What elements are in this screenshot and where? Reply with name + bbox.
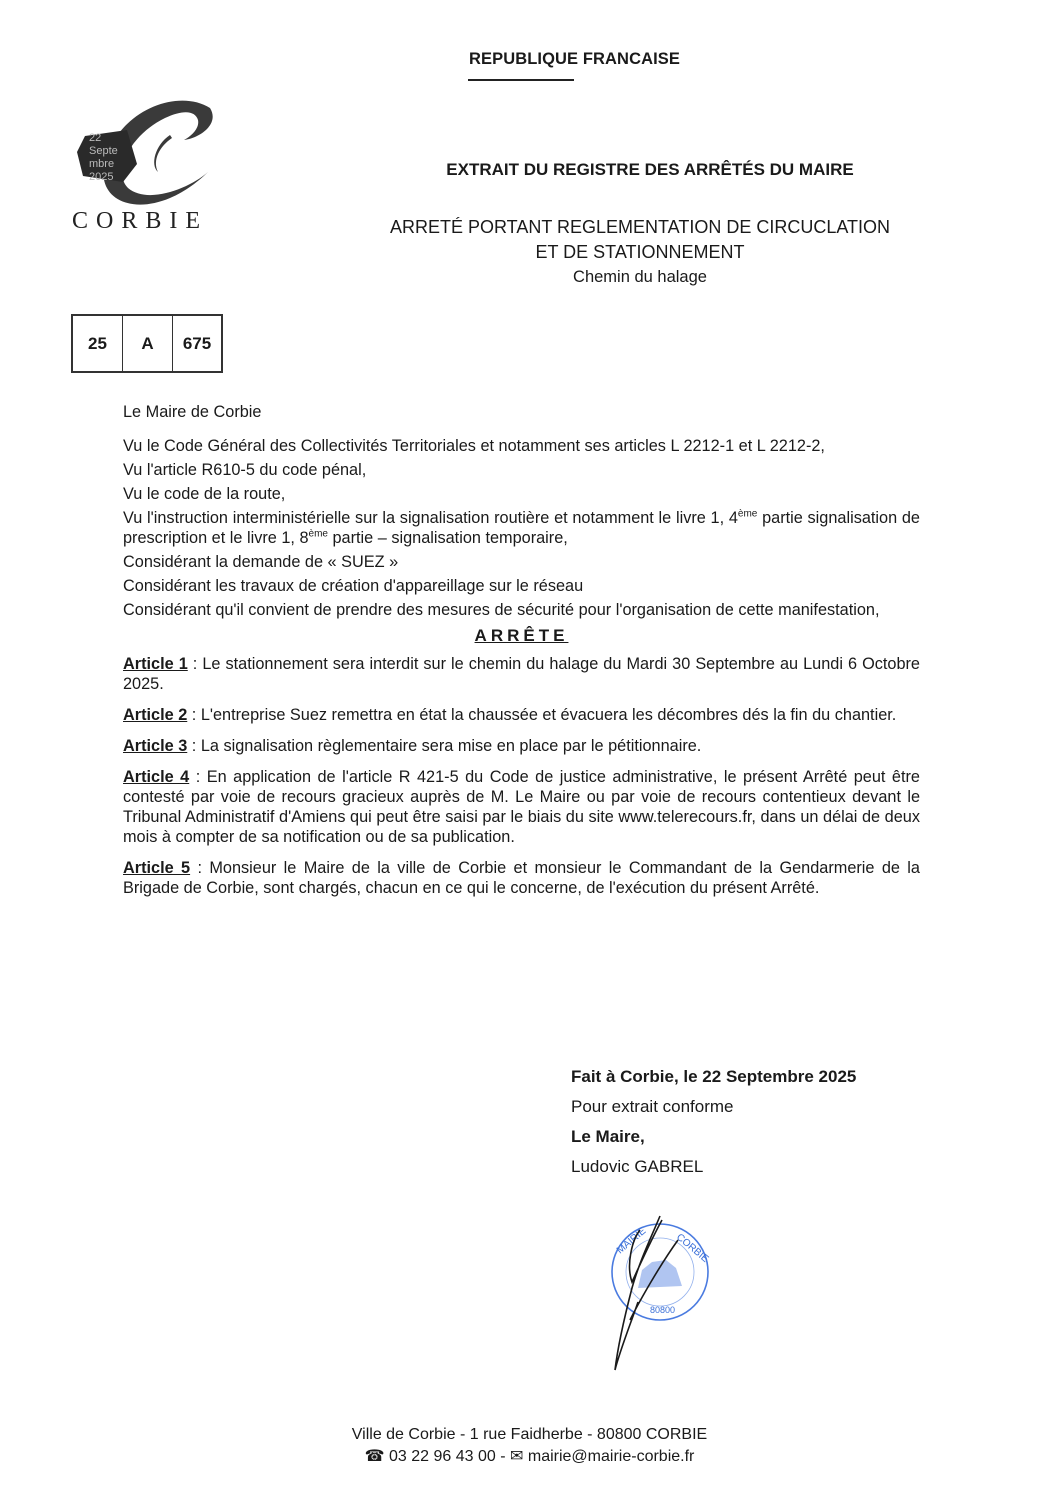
- article-text: : Monsieur le Maire de la ville de Corbie et monsieur le Commandant de la Gendarmerie de la Brigade de Corbie, sont chargés, chacun en ce qui le concerne, de l'exécution du présent Arrêté.: [123, 859, 920, 897]
- date-stamp: [75, 124, 145, 194]
- signature-block: [571, 1062, 856, 1182]
- signatory-name: Ludovic GABREL: [571, 1157, 704, 1176]
- date-stamp-line: mbre: [89, 158, 115, 170]
- date-stamp-line: Septe: [89, 145, 118, 157]
- superscript: ème: [308, 528, 328, 540]
- vu4-part-c: partie – signalisation temporaire,: [327, 529, 568, 547]
- article-label: Article 2: [123, 706, 188, 724]
- article-1: [123, 654, 920, 694]
- arrete-heading: ARRÊTE: [474, 626, 569, 645]
- footer-email: mairie@mairie-corbie.fr: [523, 1448, 695, 1465]
- preamble-considerant-1: Considérant la demande de « SUEZ »: [123, 553, 399, 571]
- footer-phone: 03 22 96 43 00 -: [384, 1448, 511, 1465]
- date-stamp-line: 2025: [89, 171, 114, 183]
- article-5: [123, 858, 920, 898]
- reference-year: 25: [73, 316, 123, 371]
- article-4: [123, 767, 920, 847]
- preamble-vu-3: Vu le code de la route,: [123, 485, 286, 503]
- heading-rule: [468, 79, 574, 81]
- preamble-intro: Le Maire de Corbie: [123, 403, 262, 421]
- preamble-vu-2: Vu l'article R610-5 du code pénal,: [123, 461, 367, 479]
- vu4-part-b: partie signalisation de prescription et le livre 1, 8: [123, 509, 920, 547]
- vu4-part-a: Vu l'instruction interministérielle sur la signalisation routière et notamment le livre 1, 4: [123, 509, 738, 527]
- pour-extrait-line: Pour extrait conforme: [571, 1097, 734, 1116]
- reference-number-box: [71, 314, 223, 373]
- republique-francaise-heading: REPUBLIQUE FRANCAISE: [468, 50, 680, 68]
- article-text: : Le stationnement sera interdit sur le chemin du halage du Mardi 30 Septembre au Lundi 6 Octobre 2025.: [123, 655, 920, 693]
- preamble-considerant-2: Considérant les travaux de création d'appareillage sur le réseau: [123, 577, 584, 595]
- date-stamp-line: 22: [89, 132, 102, 144]
- title-line-2: ET DE STATIONNEMENT: [535, 242, 745, 262]
- article-label: Article 4: [123, 768, 190, 786]
- title-line-3: Chemin du halage: [573, 268, 707, 286]
- mail-icon: ✉: [510, 1448, 524, 1465]
- fait-a-line: Fait à Corbie, le 22 Septembre 2025: [571, 1067, 857, 1086]
- svg-text:MAIRIE: MAIRIE: [614, 1225, 649, 1257]
- article-text: : L'entreprise Suez remettra en état la chaussée et évacuera les décombres dés la fin du chantier.: [187, 706, 897, 724]
- svg-text:80800: 80800: [650, 1305, 676, 1315]
- title-line-1: ARRETÉ PORTANT REGLEMENTATION DE CIRCUCLATION: [389, 217, 891, 237]
- article-text: : La signalisation règlementaire sera mise en place par le pétitionnaire.: [187, 737, 702, 755]
- reference-number: 675: [182, 333, 212, 353]
- reference-type: A: [123, 316, 173, 371]
- preamble-vu-4: [123, 508, 920, 548]
- svg-text:CORBIE: CORBIE: [674, 1231, 711, 1265]
- article-text: : En application de l'article R 421-5 du Code de justice administrative, le présent Arrêté peut être contesté par voie de recours gracieux auprès de M. Le Maire ou par voie de recours contentieux devant le Tribunal Administratif d'Amiens qui peut être saisi par le biais du site www.telerecours.fr, dans un délai de deux mois à compter de sa notification ou de sa publication.: [123, 768, 920, 846]
- extrait-heading: EXTRAIT DU REGISTRE DES ARRÊTÉS DU MAIRE: [446, 160, 854, 179]
- article-label: Article 1: [123, 655, 188, 673]
- footer-address: Ville de Corbie - 1 rue Faidherbe - 80800 CORBIE: [351, 1426, 708, 1443]
- preamble-considerant-3: Considérant qu'il convient de prendre des mesures de sécurité pour l'organisation de cette manifestation,: [123, 601, 880, 619]
- footer: [0, 1424, 1059, 1468]
- preamble-vu-1: Vu le Code Général des Collectivités Territoriales et notamment ses articles L 2212-1 et L 2212-2,: [123, 437, 825, 455]
- signatory-role: Le Maire,: [571, 1127, 645, 1146]
- arrete-title: [300, 215, 980, 290]
- article-3: [123, 736, 920, 756]
- article-label: Article 3: [123, 737, 188, 755]
- logo-wordmark: CORBIE: [72, 208, 209, 234]
- phone-icon: ☎: [364, 1448, 385, 1465]
- article-label: Article 5: [123, 859, 191, 877]
- article-2: [123, 705, 920, 725]
- footer-contact: [0, 1446, 1059, 1468]
- superscript: ème: [737, 508, 758, 520]
- mayor-seal-and-signature-icon: [580, 1210, 740, 1380]
- document-body: [123, 402, 920, 909]
